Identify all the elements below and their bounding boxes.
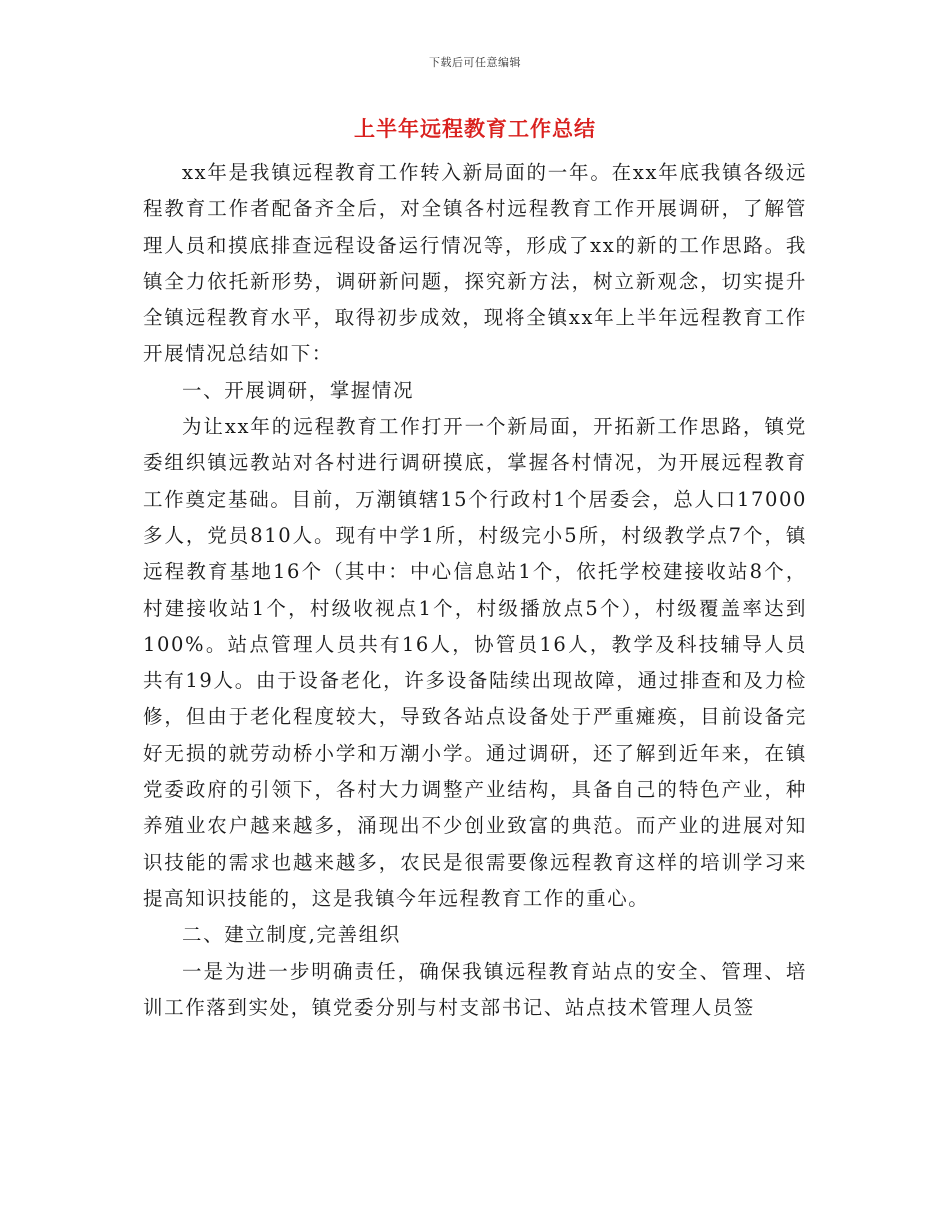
section-heading-1: 一、开展调研，掌握情况 bbox=[182, 378, 415, 402]
section-heading-2: 二、建立制度,完善组织 bbox=[182, 923, 401, 947]
document-title: 上半年远程教育工作总结 bbox=[354, 116, 596, 141]
paragraph-section-2: 一是为进一步明确责任，确保我镇远程教育站点的安全、管理、培训工作落到实处，镇党委分别与村支部书记、站点技术管理人员签 bbox=[143, 959, 807, 1019]
paragraph-intro: xx年是我镇远程教育工作转入新局面的一年。在xx年底我镇各级远程教育工作者配备齐全后，对全镇各村远程教育工作开展调研，了解管理人员和摸底排查远程设备运行情况等，形成了xx的新的工作思路。我镇全力依托新形势，调研新问题，探究新方法，树立新观念，切实提升全镇远程教育水平，取得初步成效，现将全镇xx年上半年远程教育工作开展情况总结如下： bbox=[143, 161, 807, 366]
header-note: 下载后可任意编辑 bbox=[429, 56, 521, 69]
document-body bbox=[143, 155, 807, 1026]
paragraph-section-1: 为让xx年的远程教育工作打开一个新局面，开拓新工作思路，镇党委组织镇远教站对各村进行调研摸底，掌握各村情况，为开展远程教育工作奠定基础。目前，万潮镇辖15个行政村1个居委会，总人口17000多人，党员810人。现有中学1所，村级完小5所，村级教学点7个，镇远程教育基地16个（其中：中心信息站1个，依托学校建接收站8个，村建接收站1个，村级收视点1个，村级播放点5个），村级覆盖率达到100%。站点管理人员共有16人，协管员16人，教学及科技辅导人员共有19人。由于设备老化，许多设备陆续出现故障，通过排查和及力检修，但由于老化程度较大，导致各站点设备处于严重瘫痪，目前设备完好无损的就劳动桥小学和万潮小学。通过调研，还了解到近年来，在镇党委政府的引领下，各村大力调整产业结构，具备自己的特色产业，种养殖业农户越来越多，涌现出不少创业致富的典范。而产业的进展对知识技能的需求也越来越多，农民是很需要像远程教育这样的培训学习来提高知识技能的，这是我镇今年远程教育工作的重心。 bbox=[143, 415, 807, 910]
